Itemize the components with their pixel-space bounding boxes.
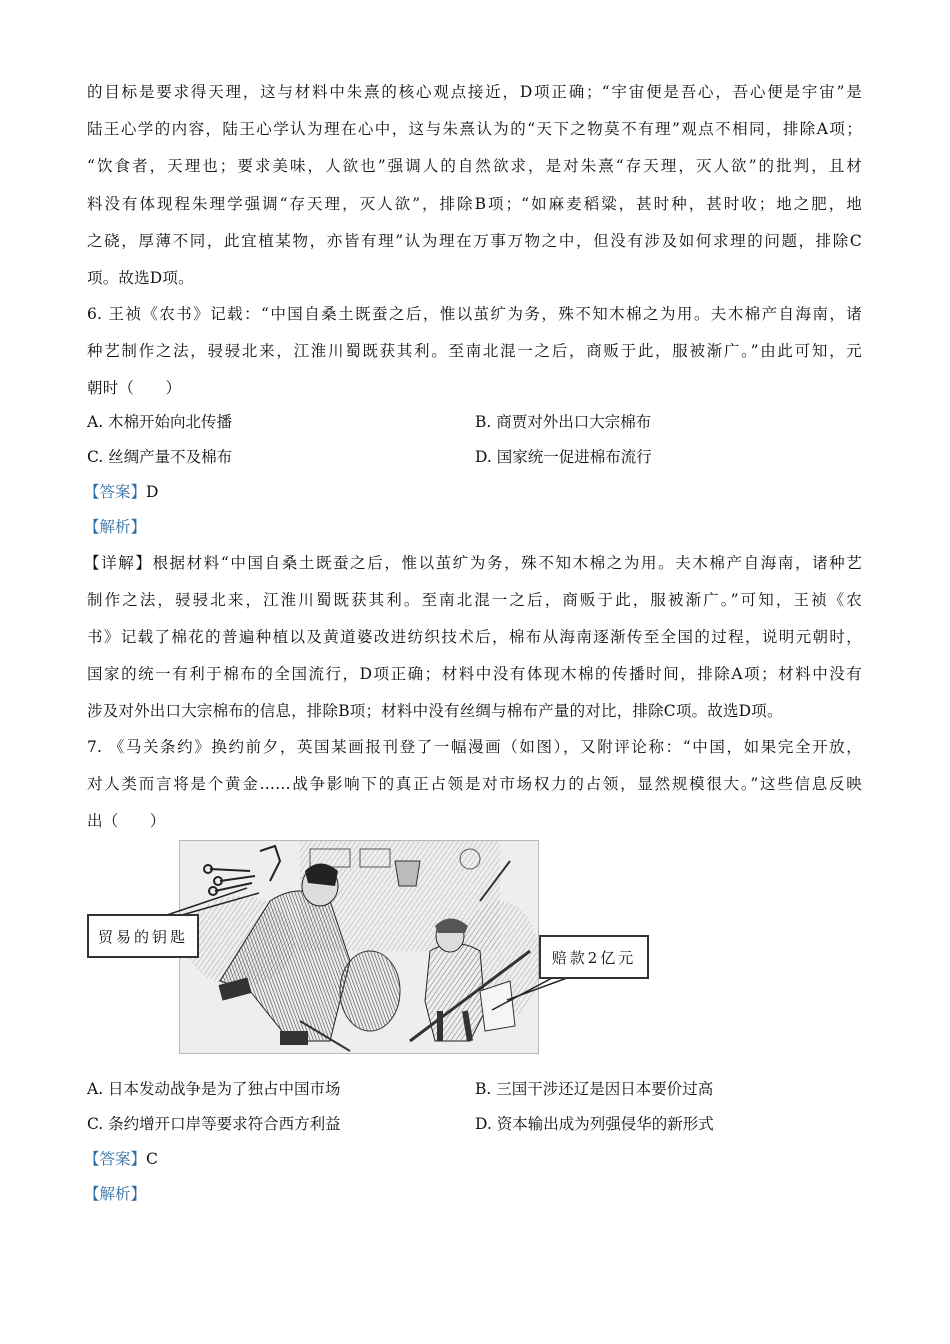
- detail-line: 涉及对外出口大宗棉布的信息，排除B项；材料中没有丝绸与棉布产量的对比，排除C项。故选D项。: [87, 702, 783, 720]
- question-stem-line: 出（ ）: [87, 812, 166, 830]
- question-stem-line: 种艺制作之法，骎骎北来，江淮川蜀既获其利。至南北混一之后，商贩于此，服被渐广。”由此可知，元: [87, 342, 862, 360]
- detail-label: 【详解】: [84, 554, 153, 572]
- answer-label: 【答案】: [84, 483, 147, 501]
- question-stem-line: 对人类而言将是个黄金……战争影响下的真正占领是对市场权力的占领，显然规模很大。”这些信息反映: [87, 775, 862, 793]
- answer-row: [84, 482, 158, 502]
- question-stem-line: 朝时（ ）: [87, 379, 182, 397]
- paragraph-line: 陆王心学的内容，陆王心学认为理在心中，这与朱熹认为的“天下之物莫不有理”观点不相同，排除A项；: [87, 120, 862, 138]
- answer-row: [84, 1149, 158, 1169]
- paragraph-line: 料没有体现程朱理学强调“存天理，灭人欲”，排除B项；“如麻麦稻粱，甚时种，甚时收；地之肥，地: [87, 195, 862, 213]
- option-d: D. 国家统一促进棉布流行: [475, 448, 652, 466]
- analysis-label: [84, 1184, 146, 1204]
- callout-indemnity: 赔款2亿元: [539, 935, 649, 979]
- analysis-label-text: 【解析】: [84, 1185, 147, 1203]
- detail-line: 国家的统一有利于棉布的全国流行，D项正确；材料中没有体现木棉的传播时间，排除A项；材料中没有: [87, 665, 862, 683]
- detail-line: [84, 553, 862, 573]
- detail-line: 制作之法，骎骎北来，江淮川蜀既获其利。至南北混一之后，商贩于此，服被渐广。”可知，王祯《农: [87, 591, 862, 609]
- answer-value: C: [146, 1150, 158, 1168]
- detail-text: 根据材料“中国自桑土既蚕之后，惟以茧纩为务，殊不知木棉之为用。夫木棉产自海南，诸种艺: [152, 554, 862, 572]
- question-stem-line: 7. 《马关条约》换约前夕，英国某画报刊登了一幅漫画（如图），又附评论称：“中国，如果完全开放，: [87, 738, 862, 756]
- option-d: D. 资本输出成为列强侵华的新形式: [475, 1115, 714, 1133]
- option-b: B. 三国干涉还辽是因日本要价过高: [475, 1080, 714, 1098]
- paragraph-line: 项。故选D项。: [87, 269, 194, 287]
- callout-trade-key: 贸易的钥匙: [87, 914, 199, 958]
- paragraph-line: “饮食者，天理也；要求美味，人欲也”强调人的自然欲求，是对朱熹“存天理，灭人欲”的批判，且材: [87, 157, 862, 175]
- option-c: C. 丝绸产量不及棉布: [87, 448, 233, 466]
- answer-label: 【答案】: [84, 1150, 147, 1168]
- question-stem-line: 6. 王祯《农书》记载：“中国自桑土既蚕之后，惟以茧纩为务，殊不知木棉之为用。夫木棉产自海南，诸: [87, 305, 862, 323]
- option-a: A. 日本发动战争是为了独占中国市场: [87, 1080, 341, 1098]
- answer-value: D: [146, 483, 159, 501]
- option-b: B. 商贾对外出口大宗棉布: [475, 413, 652, 431]
- option-a: A. 木棉开始向北传播: [87, 413, 233, 431]
- option-c: C. 条约增开口岸等要求符合西方利益: [87, 1115, 341, 1133]
- paragraph-line: 之硗，厚薄不同，此宜植某物，亦皆有理”认为理在万事万物之中，但没有涉及如何求理的问题，排除C: [87, 232, 862, 250]
- analysis-label-text: 【解析】: [84, 518, 147, 536]
- paragraph-line: 的目标是要求得天理，这与材料中朱熹的核心观点接近，D项正确；“宇宙便是吾心，吾心便是宇宙”是: [87, 83, 862, 101]
- detail-line: 书》记载了棉花的普遍种植以及黄道婆改进纺织技术后，棉布从海南逐渐传至全国的过程，说明元朝时，: [87, 628, 862, 646]
- analysis-label: [84, 517, 146, 537]
